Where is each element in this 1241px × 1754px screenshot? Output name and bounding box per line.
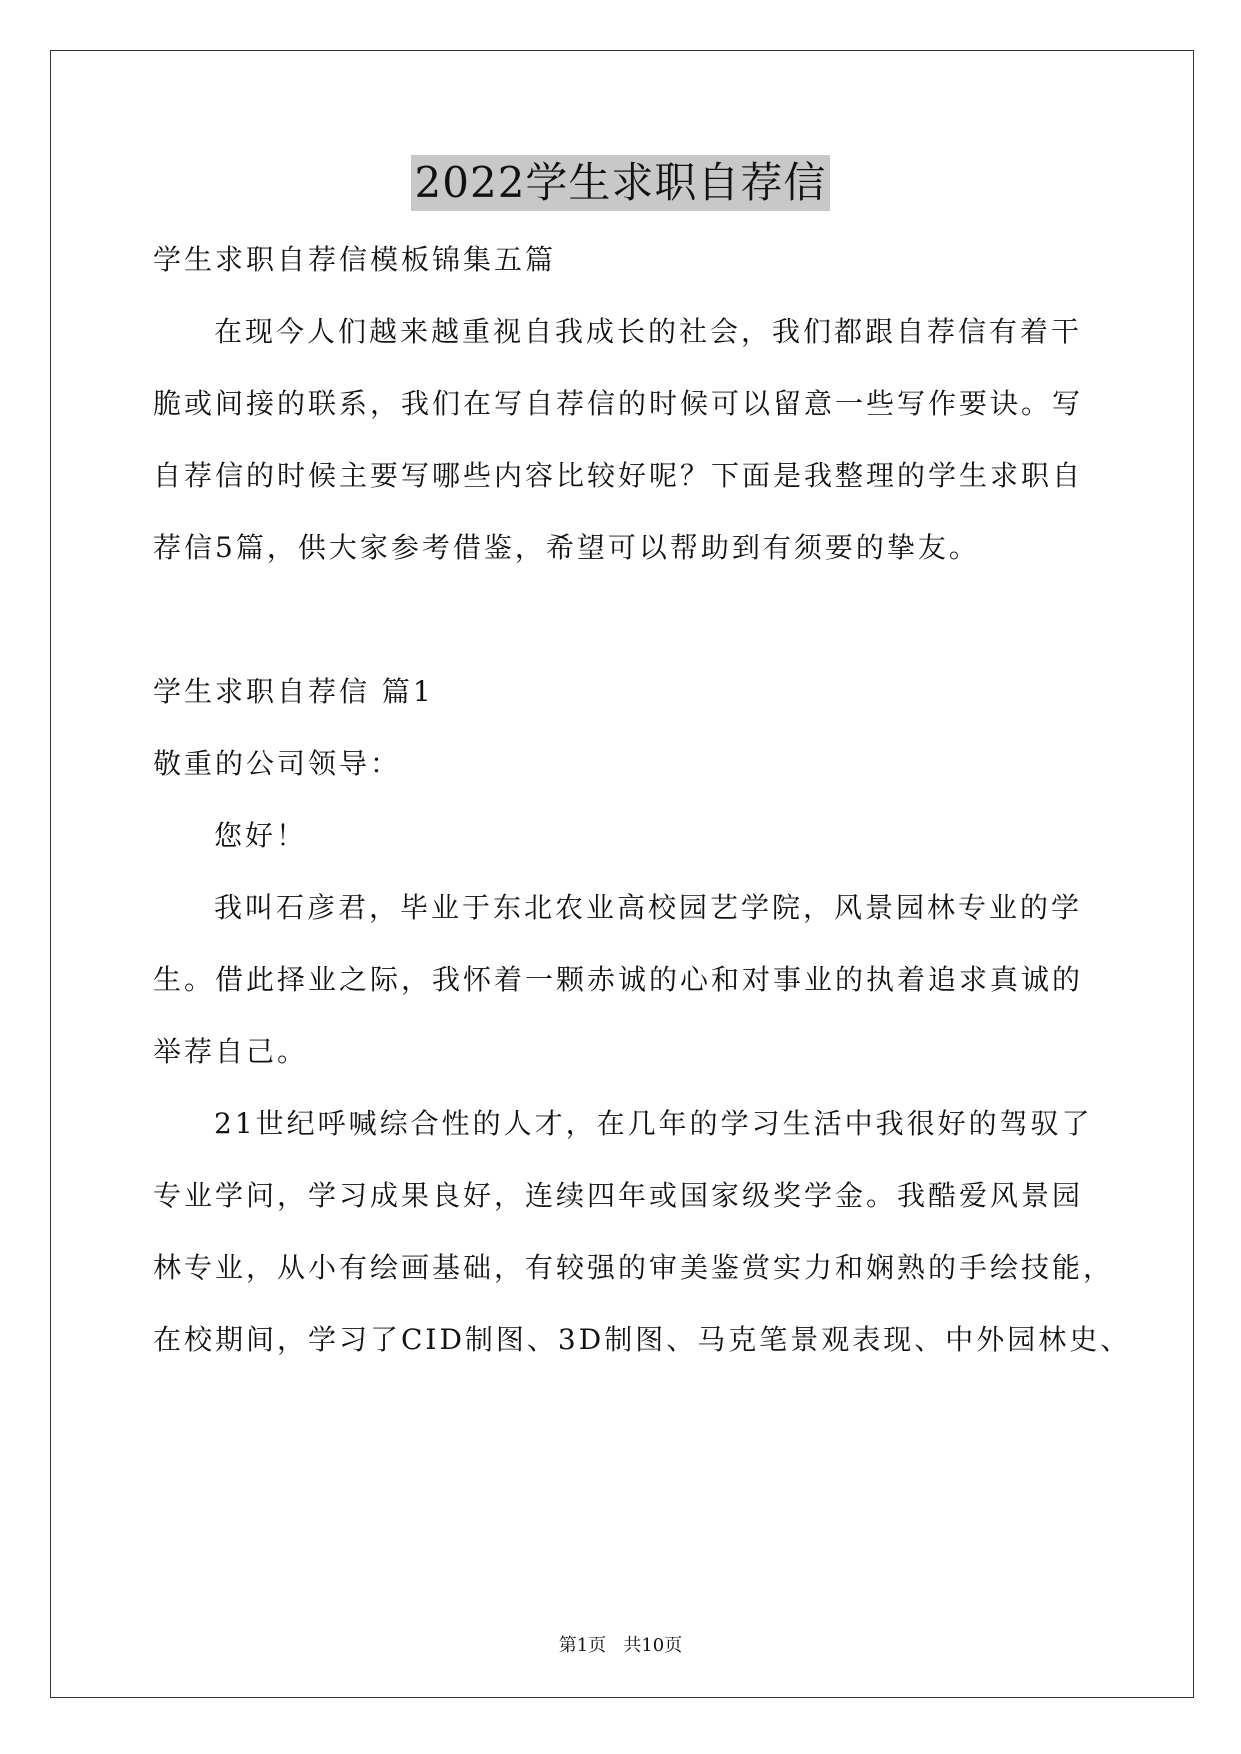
intro-line-1: 在现今人们越来越重视自我成长的社会，我们都跟自荐信有着干 [214,315,1083,348]
document-title: 2022学生求职自荐信 [411,155,831,211]
paragraph2-line-3: 林专业，从小有绘画基础，有较强的审美鉴赏实力和娴熟的手绘技能， [153,1251,1115,1284]
salutation: 敬重的公司领导： [153,747,402,780]
document-subtitle: 学生求职自荐信模板锦集五篇 [153,243,557,276]
paragraph2-line-4: 在校期间，学习了CID制图、3D制图、马克笔景观表现、中外园林史、 [153,1323,1132,1356]
page-border [50,50,1194,1698]
paragraph1-line-1: 我叫石彦君，毕业于东北农业高校园艺学院，风景园林专业的学 [214,891,1083,924]
page-number-footer: 第1页 共10页 [558,1635,683,1656]
intro-line-2: 脆或间接的联系，我们在写自荐信的时候可以留意一些写作要诀。写 [153,387,1084,420]
greeting: 您好！ [214,819,308,852]
title-container [0,155,1241,211]
paragraph2-line-2: 专业学问，学习成果良好，连续四年或国家级奖学金。我酷爱风景园 [153,1179,1084,1212]
paragraph1-line-3: 举荐自己。 [153,1035,309,1068]
intro-line-3: 自荐信的时候主要写哪些内容比较好呢？下面是我整理的学生求职自 [153,459,1084,492]
paragraph2-line-1: 21世纪呼喊综合性的人才，在几年的学习生活中我很好的驾驭了 [214,1107,1093,1140]
intro-line-4: 荐信5篇，供大家参考借鉴，希望可以帮助到有须要的挚友。 [153,531,980,564]
paragraph1-line-2: 生。借此择业之际，我怀着一颗赤诚的心和对事业的执着追求真诚的 [153,963,1084,996]
section-heading: 学生求职自荐信 篇1 [153,675,434,708]
